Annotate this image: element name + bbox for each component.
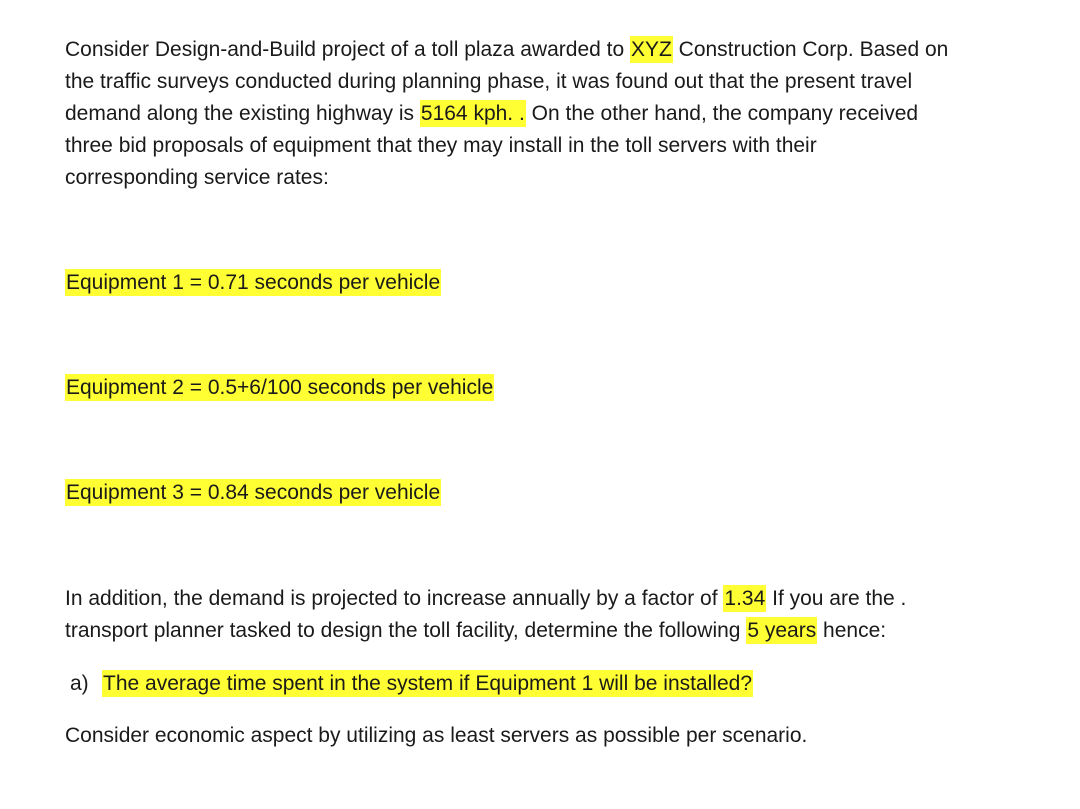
intro-text: Consider Design-and-Build project of a toll plaza awarded to xyxy=(65,38,630,61)
intro-line-5: corresponding service rates: xyxy=(65,166,329,189)
demand-highlight: 5164 kph. . xyxy=(420,102,525,125)
intro-line-4: three bid proposals of equipment that they may install in the toll servers with their xyxy=(65,134,817,157)
intro-text: Construction Corp. Based on xyxy=(672,38,949,61)
list-marker: a) xyxy=(70,672,89,695)
factor-highlight: 1.34 xyxy=(724,587,766,610)
equipment-1-line xyxy=(65,267,441,299)
note-paragraph xyxy=(65,720,1025,752)
question-a-highlight: The average time spent in the system if Equipment 1 will be installed? xyxy=(103,672,753,695)
company-highlight: XYZ xyxy=(630,38,672,61)
projection-text: transport planner tasked to design the toll facility, determine the following xyxy=(65,619,747,642)
projection-line-1 xyxy=(65,583,1025,615)
intro-line-1 xyxy=(65,34,1025,66)
projection-paragraph xyxy=(65,583,1025,647)
equipment-3-line xyxy=(65,477,441,509)
projection-text: If you are the . xyxy=(766,587,907,610)
equipment-2-line xyxy=(65,372,494,404)
projection-line-2 xyxy=(65,615,1025,647)
intro-text: demand along the existing highway is xyxy=(65,102,420,125)
intro-line-2: the traffic surveys conducted during planning phase, it was found out that the present travel xyxy=(65,70,913,93)
note-line: Consider economic aspect by utilizing as least servers as possible per scenario. xyxy=(65,724,808,747)
equipment-3-highlight: Equipment 3 = 0.84 seconds per vehicle xyxy=(66,481,441,504)
intro-text: On the other hand, the company received xyxy=(525,102,919,125)
years-highlight: 5 years xyxy=(747,619,817,642)
projection-text: In addition, the demand is projected to increase annually by a factor of xyxy=(65,587,724,610)
intro-paragraph xyxy=(65,34,1025,194)
question-a xyxy=(70,668,753,700)
equipment-2-highlight: Equipment 2 = 0.5+6/100 seconds per vehicle xyxy=(66,376,494,399)
intro-line-3 xyxy=(65,98,1025,130)
projection-text: hence: xyxy=(817,619,887,642)
equipment-1-highlight: Equipment 1 = 0.71 seconds per vehicle xyxy=(66,271,441,294)
